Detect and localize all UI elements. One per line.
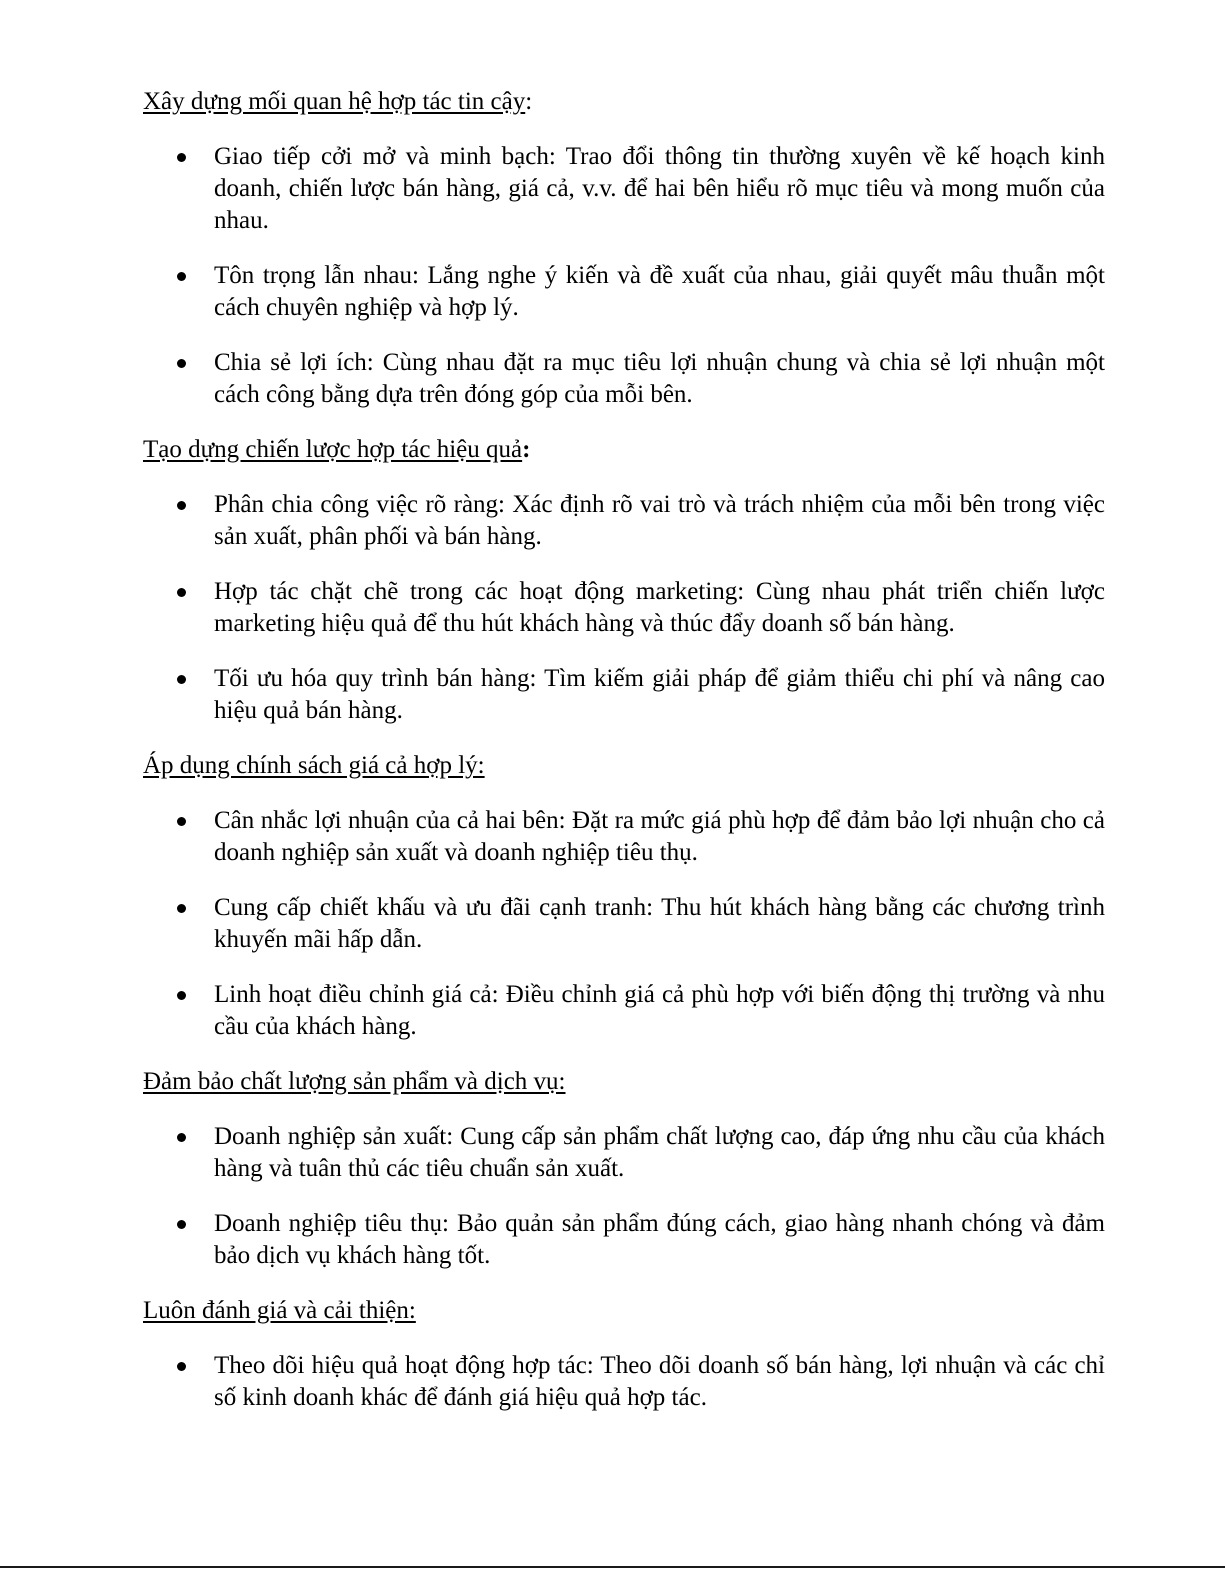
- bullet-dot-icon: [177, 1133, 186, 1142]
- bullet-text: Phân chia công việc rõ ràng: Xác định rõ vai trò và trách nhiệm của mỗi bên trong việc sản xuất, phân phối và bán hàng.: [214, 491, 1105, 550]
- bullet-text: Giao tiếp cởi mở và minh bạch: Trao đổi thông tin thường xuyên về kế hoạch kinh doanh, chiến lược bán hàng, giá cả, v.v. để hai bên hiểu rõ mục tiêu và mong muốn của nhau.: [214, 143, 1105, 234]
- bullet-text: Tối ưu hóa quy trình bán hàng: Tìm kiếm giải pháp để giảm thiểu chi phí và nâng cao hiệu quả bán hàng.: [214, 665, 1105, 724]
- bullet-dot-icon: [177, 153, 186, 162]
- bullet-item: [143, 1350, 1105, 1414]
- bullet-text: Doanh nghiệp sản xuất: Cung cấp sản phẩm chất lượng cao, đáp ứng nhu cầu của khách hàng và tuân thủ các tiêu chuẩn sản xuất.: [214, 1123, 1105, 1182]
- bullet-item: [143, 663, 1105, 727]
- section-heading-text: Tạo dựng chiến lược hợp tác hiệu quả: [143, 436, 523, 463]
- bullet-list: [143, 805, 1105, 1043]
- bullet-dot-icon: [177, 1220, 186, 1229]
- section-heading: [143, 1066, 1105, 1098]
- bullet-dot-icon: [177, 272, 186, 281]
- section-heading-suffix: :: [525, 88, 533, 115]
- bullet-text: Linh hoạt điều chỉnh giá cả: Điều chỉnh giá cả phù hợp với biến động thị trường và nhu cầu của khách hàng.: [214, 981, 1105, 1040]
- section-heading-suffix: :: [522, 436, 531, 463]
- bullet-dot-icon: [177, 904, 186, 913]
- bullet-item: [143, 489, 1105, 553]
- bullet-text: Cân nhắc lợi nhuận của cả hai bên: Đặt ra mức giá phù hợp để đảm bảo lợi nhuận cho cả doanh nghiệp sản xuất và doanh nghiệp tiêu thụ.: [214, 807, 1105, 866]
- bullet-dot-icon: [177, 1362, 186, 1371]
- bullet-item: [143, 892, 1105, 956]
- bullet-dot-icon: [177, 991, 186, 1000]
- section-heading: [143, 1295, 1105, 1327]
- bullet-list: [143, 1121, 1105, 1272]
- bullet-text: Hợp tác chặt chẽ trong các hoạt động marketing: Cùng nhau phát triển chiến lược marketing hiệu quả để thu hút khách hàng và thúc đẩy doanh số bán hàng.: [214, 578, 1105, 637]
- document-body: [143, 86, 1105, 1437]
- bullet-dot-icon: [177, 817, 186, 826]
- bullet-dot-icon: [177, 675, 186, 684]
- section-heading-text: Luôn đánh giá và cải thiện:: [143, 1297, 416, 1324]
- bullet-dot-icon: [177, 588, 186, 597]
- bullet-item: [143, 576, 1105, 640]
- bullet-item: [143, 260, 1105, 324]
- section-heading-text: Đảm bảo chất lượng sản phẩm và dịch vụ:: [143, 1068, 566, 1095]
- section-heading: [143, 434, 1105, 466]
- section-heading: [143, 86, 1105, 118]
- bullet-item: [143, 347, 1105, 411]
- page-bottom-rule: [0, 1566, 1225, 1568]
- bullet-text: Doanh nghiệp tiêu thụ: Bảo quản sản phẩm đúng cách, giao hàng nhanh chóng và đảm bảo dịch vụ khách hàng tốt.: [214, 1210, 1105, 1269]
- bullet-item: [143, 141, 1105, 237]
- section-heading-text: Xây dựng mối quan hệ hợp tác tin cậy: [143, 88, 526, 115]
- bullet-dot-icon: [177, 359, 186, 368]
- section-heading-text: Áp dụng chính sách giá cả hợp lý:: [143, 752, 485, 779]
- section-heading: [143, 750, 1105, 782]
- bullet-item: [143, 805, 1105, 869]
- bullet-list: [143, 141, 1105, 411]
- bullet-text: Cung cấp chiết khấu và ưu đãi cạnh tranh: Thu hút khách hàng bằng các chương trình khuyến mãi hấp dẫn.: [214, 894, 1105, 953]
- bullet-text: Chia sẻ lợi ích: Cùng nhau đặt ra mục tiêu lợi nhuận chung và chia sẻ lợi nhuận một cách công bằng dựa trên đóng góp của mỗi bên.: [214, 349, 1105, 408]
- bullet-list: [143, 489, 1105, 727]
- bullet-item: [143, 1121, 1105, 1185]
- bullet-list: [143, 1350, 1105, 1414]
- bullet-dot-icon: [177, 501, 186, 510]
- bullet-text: Tôn trọng lẫn nhau: Lắng nghe ý kiến và đề xuất của nhau, giải quyết mâu thuẫn một cách chuyên nghiệp và hợp lý.: [214, 262, 1105, 321]
- bullet-text: Theo dõi hiệu quả hoạt động hợp tác: Theo dõi doanh số bán hàng, lợi nhuận và các chỉ số kinh doanh khác để đánh giá hiệu quả hợp tác.: [214, 1352, 1105, 1411]
- bullet-item: [143, 979, 1105, 1043]
- bullet-item: [143, 1208, 1105, 1272]
